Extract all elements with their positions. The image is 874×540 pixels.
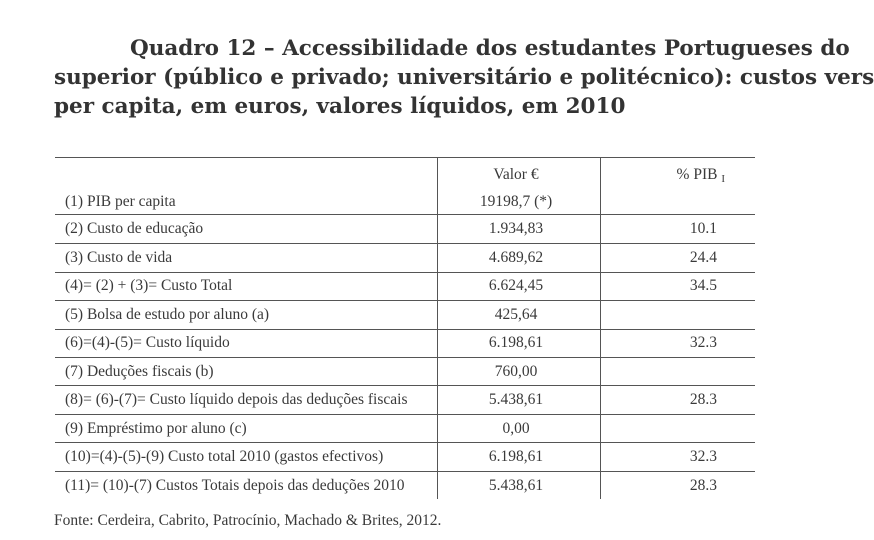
table-row-label: (9) Empréstimo por aluno (c) [65, 420, 247, 437]
table-row-percent: 32.3 [689, 334, 717, 351]
table-top-border [55, 157, 755, 158]
table-row-percent: 28.3 [689, 477, 717, 494]
table-row-value: 760,00 [494, 363, 538, 380]
source-note: Fonte: Cerdeira, Cabrito, Patrocínio, Machado & Brites, 2012. [54, 512, 442, 529]
table-row-label: (11)= (10)-(7) Custos Totais depois das deduções 2010 [65, 477, 405, 494]
row-divider [55, 442, 755, 443]
row-divider [55, 300, 755, 301]
header-value: Valor € [493, 166, 539, 183]
table-row-value: 6.198,61 [488, 334, 544, 351]
table-row-value: 19198,7 (*) [479, 193, 553, 210]
row-divider [55, 357, 755, 358]
row-divider [55, 272, 755, 273]
table-row-percent: 28.3 [689, 391, 717, 408]
table-row-label: (4)= (2) + (3)= Custo Total [65, 277, 233, 294]
header-percent-label: % PIB [676, 166, 718, 183]
table-row-value: 6.624,45 [488, 277, 544, 294]
row-divider [55, 414, 755, 415]
table-row-percent: 24.4 [689, 249, 717, 266]
table-row-value: 0,00 [502, 420, 530, 437]
row-divider [55, 385, 755, 386]
row-divider [55, 329, 755, 330]
table-row-value: 425,64 [494, 306, 538, 323]
table-row-label: (3) Custo de vida [65, 249, 173, 266]
title-line-2: superior (público e privado; universitário e politécnico): custos vers [54, 65, 874, 90]
document-title [54, 34, 874, 121]
table-row-value: 5.438,61 [488, 391, 544, 408]
table-row-label: (8)= (6)-(7)= Custo líquido depois das deduções fiscais [65, 391, 408, 408]
table-row-value: 4.689,62 [488, 249, 544, 266]
row-divider [55, 214, 755, 215]
table-row-label: (1) PIB per capita [65, 193, 176, 210]
table-row-value: 1.934,83 [488, 220, 544, 237]
table-row-label: (6)=(4)-(5)= Custo líquido [65, 334, 230, 351]
table-row-percent: 34.5 [689, 277, 717, 294]
table-row-percent: 32.3 [689, 448, 717, 465]
cost-table [55, 157, 755, 499]
column-divider [600, 157, 601, 499]
row-divider [55, 243, 755, 244]
header-percent [615, 165, 725, 186]
table-row-label: (2) Custo de educação [65, 220, 204, 237]
title-line-3: per capita, em euros, valores líquidos, em 2010 [54, 94, 626, 119]
table-row-label: (10)=(4)-(5)-(9) Custo total 2010 (gastos efectivos) [65, 448, 384, 465]
title-line-1: Quadro 12 – Accessibilidade dos estudantes Portugueses do [130, 36, 850, 61]
table-row-value: 6.198,61 [488, 448, 544, 465]
table-row-value: 5.438,61 [488, 477, 544, 494]
table-row-percent: 10.1 [689, 220, 717, 237]
row-divider [55, 471, 755, 472]
header-percent-suffix: I [721, 173, 725, 185]
table-row-label: (5) Bolsa de estudo por aluno (a) [65, 306, 270, 323]
table-row-label: (7) Deduções fiscais (b) [65, 363, 214, 380]
